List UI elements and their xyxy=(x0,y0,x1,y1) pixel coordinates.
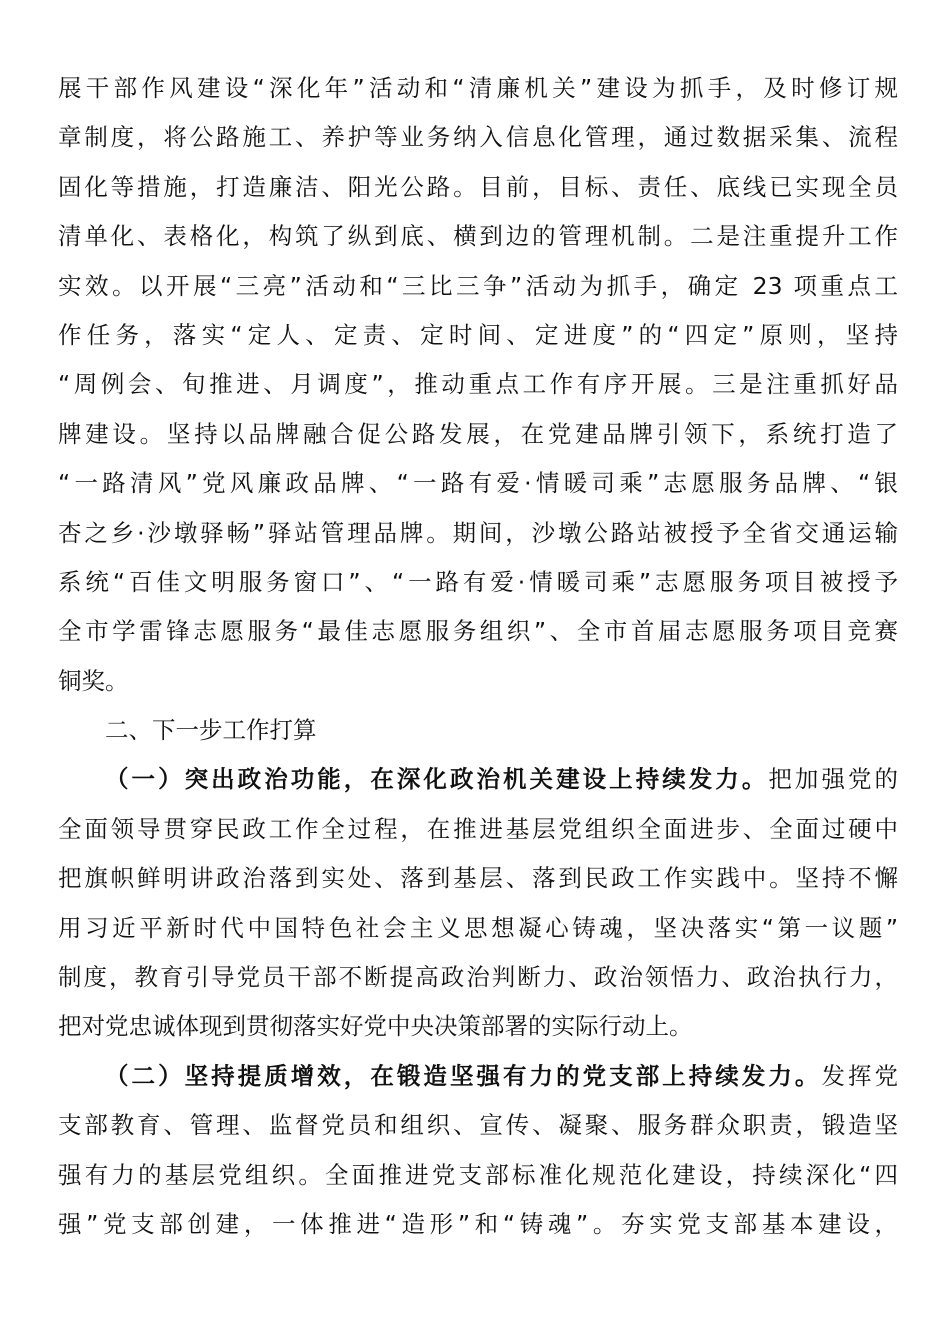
text-line: 章制度，将公路施工、养护等业务纳入信息化管理，通过数据采集、流程 xyxy=(58,123,898,152)
text-line: 展干部作风建设“深化年”活动和“清廉机关”建设为抓手，及时修订规 xyxy=(58,74,898,102)
text-line: 铜奖。 xyxy=(58,666,129,695)
item1-first-line xyxy=(58,755,898,804)
text-line: 作任务，落实“定人、定责、定时间、定进度”的“四定”原则，坚持 xyxy=(58,320,898,349)
text-line: 支部教育、管理、监督党员和组织、宣传、凝聚、服务群众职责，锻造坚 xyxy=(58,1111,898,1140)
text-line: 牌建设。坚持以品牌融合促公路发展，在党建品牌引领下，系统打造了 xyxy=(58,419,898,448)
text-line: 全面领导贯穿民政工作全过程，在推进基层党组织全面进步、全面过硬中 xyxy=(58,814,898,843)
text-line: 强有力的基层党组织。全面推进党支部标准化规范化建设，持续深化“四 xyxy=(58,1160,898,1189)
text-line: 杏之乡·沙墩驿畅”驿站管理品牌。期间，沙墩公路站被授予全省交通运输 xyxy=(58,518,898,547)
item2-bold-lead: （二）坚持提质增效，在锻造坚强有力的党支部上持续发力。 xyxy=(105,1061,822,1090)
item1-bold-lead: （一）突出政治功能，在深化政治机关建设上持续发力。 xyxy=(105,765,769,794)
text-line: 清单化、表格化，构筑了纵到底、横到边的管理机制。二是注重提升工作 xyxy=(58,222,898,251)
text-line: 全市学雷锋志愿服务“最佳志愿服务组织”、全市首届志愿服务项目竞赛 xyxy=(58,617,898,646)
text-line: 制度，教育引导党员干部不断提高政治判断力、政治领悟力、政治执行力， xyxy=(58,963,898,992)
item1-lead-rest: 把加强党的 xyxy=(768,765,898,794)
text-line: 把旗帜鲜明讲政治落到实处、落到基层、落到民政工作实践中。坚持不懈 xyxy=(58,864,898,893)
item2-first-line xyxy=(58,1052,898,1101)
text-line: 系统“百佳文明服务窗口”、“一路有爱·情暖司乘”志愿服务项目被授予 xyxy=(58,567,898,596)
text-line: “周例会、旬推进、月调度”，推动重点工作有序开展。三是注重抓好品 xyxy=(58,370,898,399)
section-heading: 二、下一步工作打算 xyxy=(105,716,317,745)
item2-lead-rest: 发挥党 xyxy=(821,1061,898,1090)
text-line: “一路清风”党风廉政品牌、“一路有爱·情暖司乘”志愿服务品牌、“银 xyxy=(58,469,898,498)
text-line: 实效。以开展“三亮”活动和“三比三争”活动为抓手，确定 23 项重点工 xyxy=(58,271,898,300)
text-line: 用习近平新时代中国特色社会主义思想凝心铸魂，坚决落实“第一议题” xyxy=(58,913,898,942)
text-line: 固化等措施，打造廉洁、阳光公路。目前，目标、责任、底线已实现全员 xyxy=(58,172,898,201)
text-line: 强”党支部创建，一体推进“造形”和“铸魂”。夯实党支部基本建设， xyxy=(58,1209,898,1238)
paragraph-body-text xyxy=(58,64,898,1249)
text-line: 把对党忠诚体现到贯彻落实好党中央决策部署的实际行动上。 xyxy=(58,1012,693,1041)
